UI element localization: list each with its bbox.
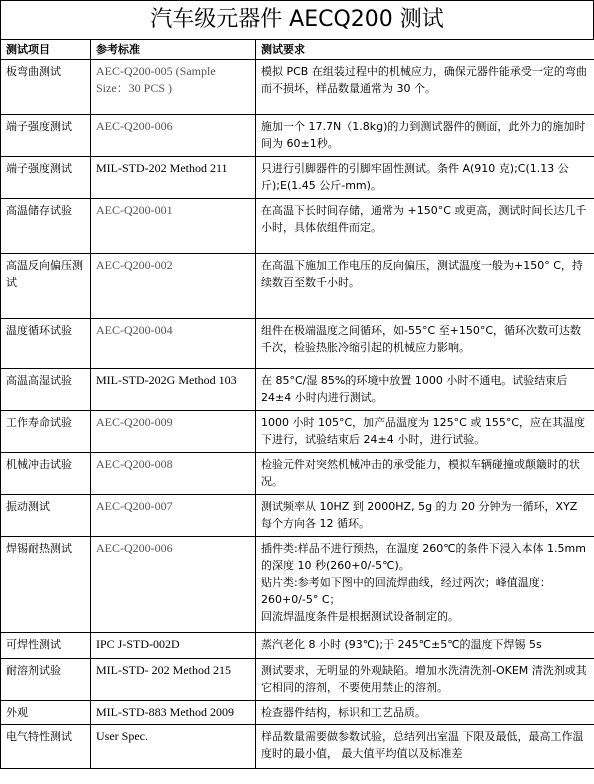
standard-cell: MIL-STD-883 Method 2009: [91, 701, 256, 725]
test-item-cell: 焊锡耐热测试: [1, 537, 91, 633]
header-standard: 参考标准: [91, 40, 256, 60]
standard-cell: AEC-Q200-007: [91, 495, 256, 537]
requirement-cell: [256, 319, 594, 369]
requirement-cell: [256, 701, 594, 725]
table-row: [1, 115, 594, 157]
standard-cell: MIL-STD-202 Method 211: [91, 157, 256, 199]
requirement-cell: [256, 453, 594, 495]
requirement-cell: [256, 725, 594, 769]
requirement-text: 在 85°C/湿 85%的环境中放置 1000 小时不通电。试验结束后 24±4 小时内进行测试。: [261, 374, 568, 404]
requirement-text: 施加一个 17.7N（1.8kg)的力到测试器件的侧面，此外力的施加时间为 60±1秒。: [261, 120, 586, 150]
standard-cell: AEC-Q200-006: [91, 537, 256, 633]
requirement-text: 贴片类:参考如下图中的回流焊曲线，经过两次；峰值温度：260+0/-5° C；: [261, 576, 551, 606]
standard-cell: AEC-Q200-009: [91, 411, 256, 453]
table-row: [1, 411, 594, 453]
requirement-text: 组件在极端温度之间循环，如-55°C 至+150°C，循环次数可达数千次，检验热胀冷缩引起的机械应力影响。: [261, 324, 582, 354]
requirement-text: 模拟 PCB 在组装过程中的机械应力，确保元器件能承受一定的弯曲而不损坏，样品数量通常为 30 个。: [261, 65, 587, 95]
header-item: 测试项目: [1, 40, 91, 60]
requirement-text: 回流焊温度条件是根据测试设备制定的。: [261, 610, 459, 623]
table-row: [1, 453, 594, 495]
requirement-cell: [256, 369, 594, 411]
table-row: [1, 319, 594, 369]
standard-cell: AEC-Q200-004: [91, 319, 256, 369]
standard-cell: IPC J-STD-002D: [91, 633, 256, 659]
requirement-text: 在高温下施加工作电压的反向偏压，测试温度一般为+150° C，持续数百至数千小时。: [261, 259, 583, 289]
requirement-cell: [256, 411, 594, 453]
requirement-text: 测试频率从 10HZ 到 2000HZ, 5g 的力 20 分钟为一循环，XYZ 每个方向各 12 循环。: [261, 500, 578, 530]
requirement-text: 1000 小时 105°C，加产品温度为 125°C 或 155°C，应在其温度下进行，试验结束后 24±4 小时，进行试验。: [261, 416, 586, 446]
requirement-cell: [256, 633, 594, 659]
standard-cell: AEC-Q200-001: [91, 199, 256, 254]
test-item-cell: 电气特性测试: [1, 725, 91, 769]
requirement-text: 检验元件对突然机械冲击的承受能力，模拟车辆碰撞或颠簸时的状况。: [261, 458, 580, 488]
requirement-cell: [256, 157, 594, 199]
document-title: 汽车级元器件 AECQ200 测试: [0, 0, 594, 39]
standard-cell: MIL-STD-202G Method 103: [91, 369, 256, 411]
test-item-cell: 端子强度测试: [1, 115, 91, 157]
table-header-row: [1, 40, 594, 60]
requirement-cell: [256, 254, 594, 319]
test-item-cell: 端子强度测试: [1, 157, 91, 199]
test-table: [0, 39, 594, 769]
standard-cell: User Spec.: [91, 725, 256, 769]
table-row: [1, 60, 594, 115]
requirement-text: 蒸汽老化 8 小时 (93℃);于 245℃±5℃的温度下焊锡 5s: [261, 638, 542, 651]
table-row: [1, 157, 594, 199]
test-item-cell: 板弯曲测试: [1, 60, 91, 115]
table-row: [1, 495, 594, 537]
test-item-cell: 机械冲击试验: [1, 453, 91, 495]
requirement-text: 只进行引脚器件的引脚牢固性测试。条件 A(910 克);C(1.13 公 斤);E(1.45 公斤-mm)。: [261, 162, 569, 192]
requirement-cell: [256, 495, 594, 537]
standard-cell: AEC-Q200-002: [91, 254, 256, 319]
header-requirement: 测试要求: [256, 40, 594, 60]
requirement-cell: [256, 115, 594, 157]
requirement-cell: [256, 537, 594, 633]
test-item-cell: 可焊性测试: [1, 633, 91, 659]
standard-cell: AEC-Q200-008: [91, 453, 256, 495]
test-item-cell: 振动测试: [1, 495, 91, 537]
requirement-text: 测试要求，无明显的外观缺陷。增加水洗清洗剂-OKEM 清洗剂或其它相同的溶剂，不要使用禁止的溶剂。: [261, 664, 587, 694]
table-row: [1, 633, 594, 659]
test-item-cell: 高温储存试验: [1, 199, 91, 254]
standard-cell: AEC-Q200-005 (Sample Size：30 PCS ): [91, 60, 256, 115]
test-item-cell: 耐溶剂试验: [1, 659, 91, 701]
table-row: [1, 254, 594, 319]
test-item-cell: 高温高湿试验: [1, 369, 91, 411]
requirement-text: 样品数量需要做参数试验，总结列出室温 下限及最低，最高工作温度时的最小值， 最大值平均值以及标准差: [261, 730, 584, 760]
table-row: [1, 199, 594, 254]
test-item-cell: 工作寿命试验: [1, 411, 91, 453]
requirement-cell: [256, 60, 594, 115]
standard-cell: AEC-Q200-006: [91, 115, 256, 157]
test-item-cell: 温度循环试验: [1, 319, 91, 369]
table-row: [1, 725, 594, 769]
requirement-text: 插件类:样品不进行预热，在温度 260℃的条件下浸入本体 1.5mm 的深度 10 秒(260+0/-5℃)。: [261, 542, 586, 572]
table-row: [1, 369, 594, 411]
requirement-cell: [256, 199, 594, 254]
table-row: [1, 659, 594, 701]
test-item-cell: 高温反向偏压测试: [1, 254, 91, 319]
table-row: [1, 701, 594, 725]
test-item-cell: 外观: [1, 701, 91, 725]
table-row: [1, 537, 594, 633]
requirement-text: 检查器件结构，标识和工艺品质。: [261, 706, 426, 719]
requirement-cell: [256, 659, 594, 701]
requirement-text: 在高温下长时间存储，通常为 +150°C 或更高，测试时间长达几千小时，具体依组件而定。: [261, 204, 587, 234]
standard-cell: MIL-STD- 202 Method 215: [91, 659, 256, 701]
